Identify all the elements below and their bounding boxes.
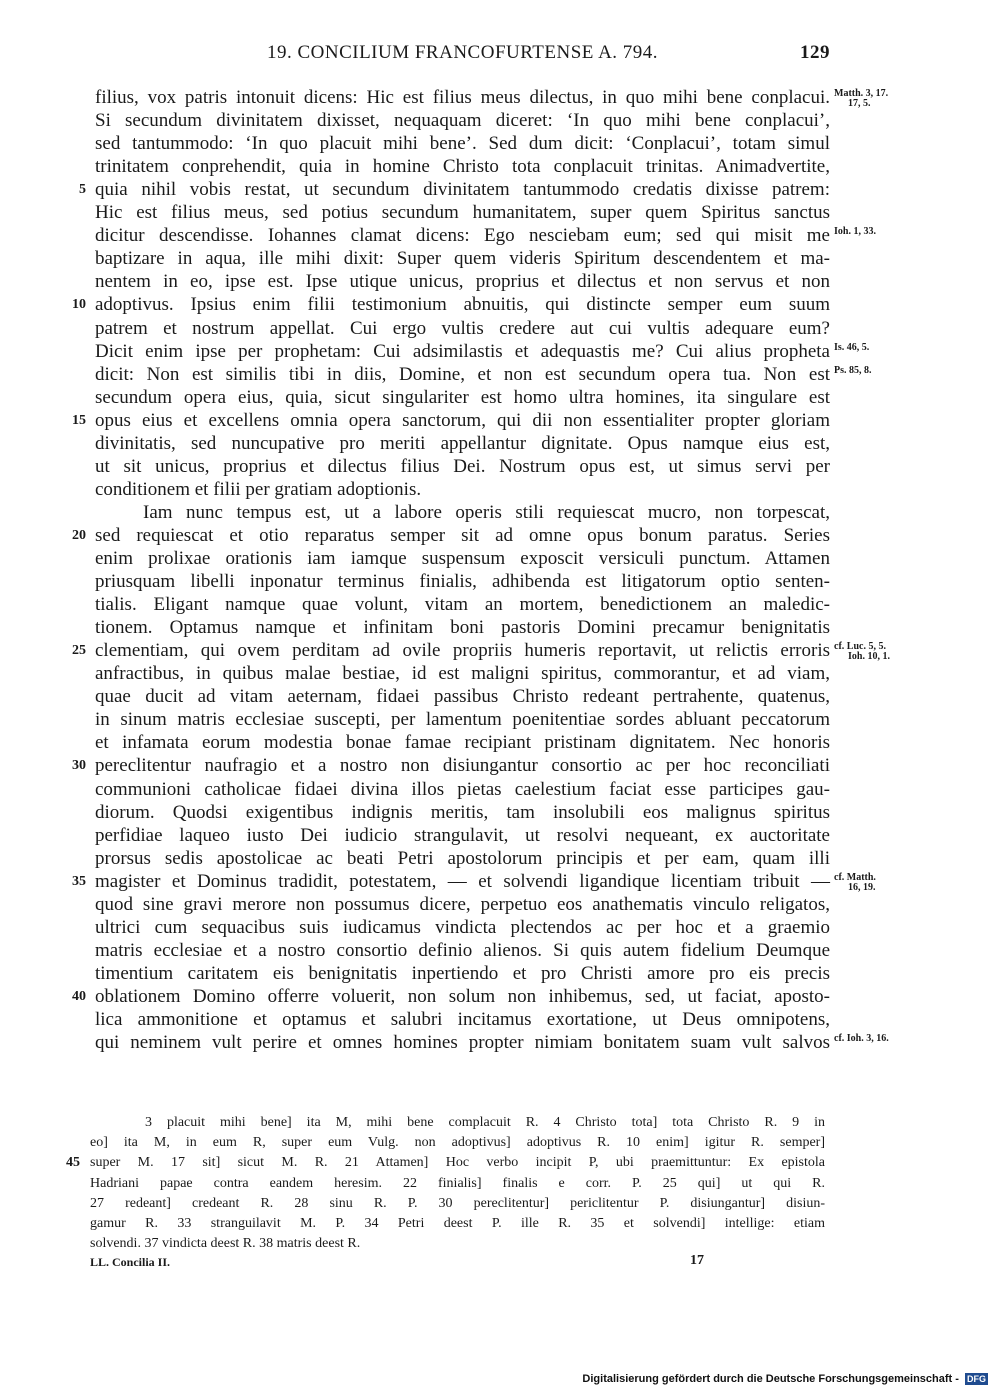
body-line: Iam nunc tempus est, ut a labore operis stili requiescat mucro, non torpescat, [143,501,830,523]
footnote-line: Hadriani papae contra eandem heresim. 22 finialis] finalis e corr. P. 25 qui] ut qui R. [90,1175,825,1191]
body-line: in sinum matris ecclesiae suscepti, per lamentum poenitentiae sordes abluant peccatorum [95,709,830,731]
running-header [95,40,830,68]
marginal-reference: cf. Matth. [834,871,876,883]
body-line: quae ducit ad vitam aeternam, fidaei passibus Christo redeant pertrahente, quatenus, [95,686,830,708]
line-number: 35 [72,873,86,889]
body-line: quia nihil vobis restat, ut secundum divinitatem tantummodo credatis dixisse patrem: [95,179,830,201]
page-number: 129 [800,42,830,63]
body-line: tialis. Eligant namque quae volunt, vitam an mortem, benedictionem an maledic- [95,594,830,616]
marginal-reference: Ioh. 1, 33. [834,226,876,238]
body-line: ut sit unicus, proprius et dilectus filius Dei. Nostrum opus est, ut simus servi per [95,455,830,477]
body-line: enim prolixae orationis iam iamque suspensum exposcit versiculi punctum. Attamen [95,548,830,569]
line-number: 15 [72,412,86,428]
body-line: anfractibus, in quibus malae bestiae, id est maligni spiritus, commorantur, et ad viam, [95,663,830,685]
body-line: timentium caritatem eis benignitatis inpertiendo et pro Christi amore pro eis precis [95,962,830,984]
body-line: pereclitentur naufragio et a nostro non disiungantur consortio ac per hoc reconciliati [95,755,830,777]
body-line: baptizare in aqua, ille mihi dixit: Super quem videris Spiritum descendentem et ma- [95,248,830,270]
credit-text: Digitalisierung gefördert durch die Deutsche Forschungsgemeinschaft - [582,1373,959,1385]
line-number: 10 [72,297,86,313]
marginal-reference: cf. Ioh. 3, 16. [834,1033,889,1045]
body-line: tionem. Optamus namque et infinitam boni pastoris Domini precamur benignitatis [95,617,830,639]
body-line: filius, vox patris intonuit dicens: Hic est filius meus dilectus, in quo mihi bene conplacui. [95,87,830,108]
body-line: ultrici cum sequacibus suis iudicamus vindicta plectendos ac per hoc et a graemio [95,916,830,938]
body-line: diorum. Quodsi exigentibus indignis meritis, tam insolubili eos malignus spiritus [95,801,830,823]
footer-series: LL. Concilia II. [90,1255,171,1269]
body-line: Si secundum divinitatem dixisset, nequaquam diceret: ‘In quo mihi bene conplacui’, [95,110,830,132]
footnote-line: super M. 17 sit] sicut M. R. 21 Attamen] Hoc verbo incipit P, ubi praemittuntur: Ex epistola [90,1155,825,1171]
footnote-line: eo] ita M, in eum R, super eum Vulg. non adoptivus] adoptivus R. 10 enim] igitur R. semper] [90,1135,825,1151]
body-line: perfidiae laqueo iusto Dei iudicio strangulavit, ut resolvi nequeant, ex auctoritate [95,824,830,846]
body-line: matris ecclesiae et a nostro consortio definio alienos. Si quis autem fidelium Deumque [95,939,830,961]
body-line: trinitatem conprehendit, quia in homine Christo tota conplacuit trinitas. Animadvertite, [95,156,830,178]
body-line: et infamata eorum modestia bonae famae recipiant pristinam dignitatem. Nec honoris [95,732,830,754]
body-line: opus eius et excellens omnia opera sanctorum, qui dii non essentialiter propter gloriam [95,409,830,431]
footnote-line: solvendi. 37 vindicta deest R. 38 matris deest R. [90,1236,361,1252]
marginal-reference: Ps. 85, 8. [834,364,872,376]
footnote-line: 27 redeant] credeant R. 28 sinu R. P. 30 pereclitentur] periclitentur P. disiungantur] disiun- [90,1195,825,1211]
line-number: 25 [72,643,86,659]
marginal-reference: Is. 46, 5. [834,341,870,353]
body-line: prorsus sedis apostolicae ac beati Petri apostolorum principis et per eam, quam illi [95,847,830,869]
body-line: priusquam libelli inponatur terminus finialis, adhibenda est litigatorum optio senten- [95,571,830,593]
marginal-reference-continued: 16, 19. [848,881,876,893]
body-line: clementiam, qui ovem perditam ad ovile propriis humeris reportavit, ut relictis erroris [95,640,830,662]
line-number: 40 [72,988,86,1004]
digitization-credit [582,1373,988,1385]
body-line: divinitatis, sed nuncupative pro meriti appellantur dignitate. Opus namque eius est, [95,432,830,454]
body-line: dicit: Non est similis tibi in diis, Domine, et non est secundum opera tua. Non est [95,363,830,385]
signature-mark: 17 [690,1253,704,1268]
body-line: qui neminem vult perire et omnes homines propter nimiam bonitatem suam vult salvos [95,1032,830,1054]
line-number: 5 [79,182,86,198]
body-line: Dicit enim ipse per prophetam: Cui adsimilastis et adequastis me? Cui alius propheta [95,340,830,362]
marginal-reference: Matth. 3, 17. [834,88,889,99]
body-line: patrem et nostrum appellat. Cui ergo vultis credere aut cui vultis adequare eum? [95,317,830,339]
footnote-line: gamur R. 33 stranguilavit M. P. 34 Petri deest P. ille R. 35 et solvendi] intellige: etiam [90,1216,825,1231]
line-number: 30 [72,758,86,774]
body-line: communioni catholicae fidaei divina illos pietas caelestium faciat esse participes gau- [95,778,830,800]
body-line: sed tantummodo: ‘In quo placuit mihi bene’. Sed dum dicit: ‘Conplacui’, totam simul [95,133,830,155]
footnote-line-number: 45 [66,1155,80,1171]
marginal-reference: cf. Luc. 5, 5. [834,641,886,653]
line-number: 20 [72,527,86,543]
body-line: oblationem Domino offerre voluerit, non solum non inhibemus, sed, ut faciat, aposto- [95,985,830,1007]
body-line: sed requiescat et otio reparatus semper sit ad omne opus bonum paratus. Series [95,524,830,546]
body-line: conditionem et filii per gratiam adoptionis. [95,478,422,500]
body-line: quod sine gravi merore non possumus dicere, perpetuo eos anathematis vinculo religatos, [95,893,830,915]
marginal-reference-continued: 17, 5. [848,98,871,109]
body-line: dicitur descendisse. Iohannes clamat dicens: Ego nesciebam eum; sed qui misit me [95,225,830,247]
body-line: Hic est filius meus, sed potius secundum humanitatem, super quem Spiritus sanctus [95,202,830,224]
body-line: lica ammonitione et optamus et salubri incitamus exortatione, ut Deus omnipotens, [95,1009,830,1030]
body-line: nentem in eo, ipse est. Ipse utique unicus, proprius et dilectus et non servus et non [95,271,830,293]
running-title: 19. CONCILIUM FRANCOFURTENSE A. 794. [266,42,659,63]
body-line: secundum opera eius, quia, sicut singulariter est homo ultra homines, ita singulare est [95,386,830,408]
marginal-reference-continued: Ioh. 10, 1. [848,651,890,663]
dfg-logo: DFG [967,1374,986,1385]
body-line: adoptivus. Ipsius enim filii testimonium abnuitis, qui distincte semper eum suum [95,294,830,316]
footnote-line: 3 placuit mihi bene] ita M, mihi bene complacuit R. 4 Christo tota] tota Christo R. 9 in [145,1115,825,1130]
body-line: magister et Dominus tradidit, potestatem, — et solvendi ligandique licentiam tribuit — [95,870,830,892]
